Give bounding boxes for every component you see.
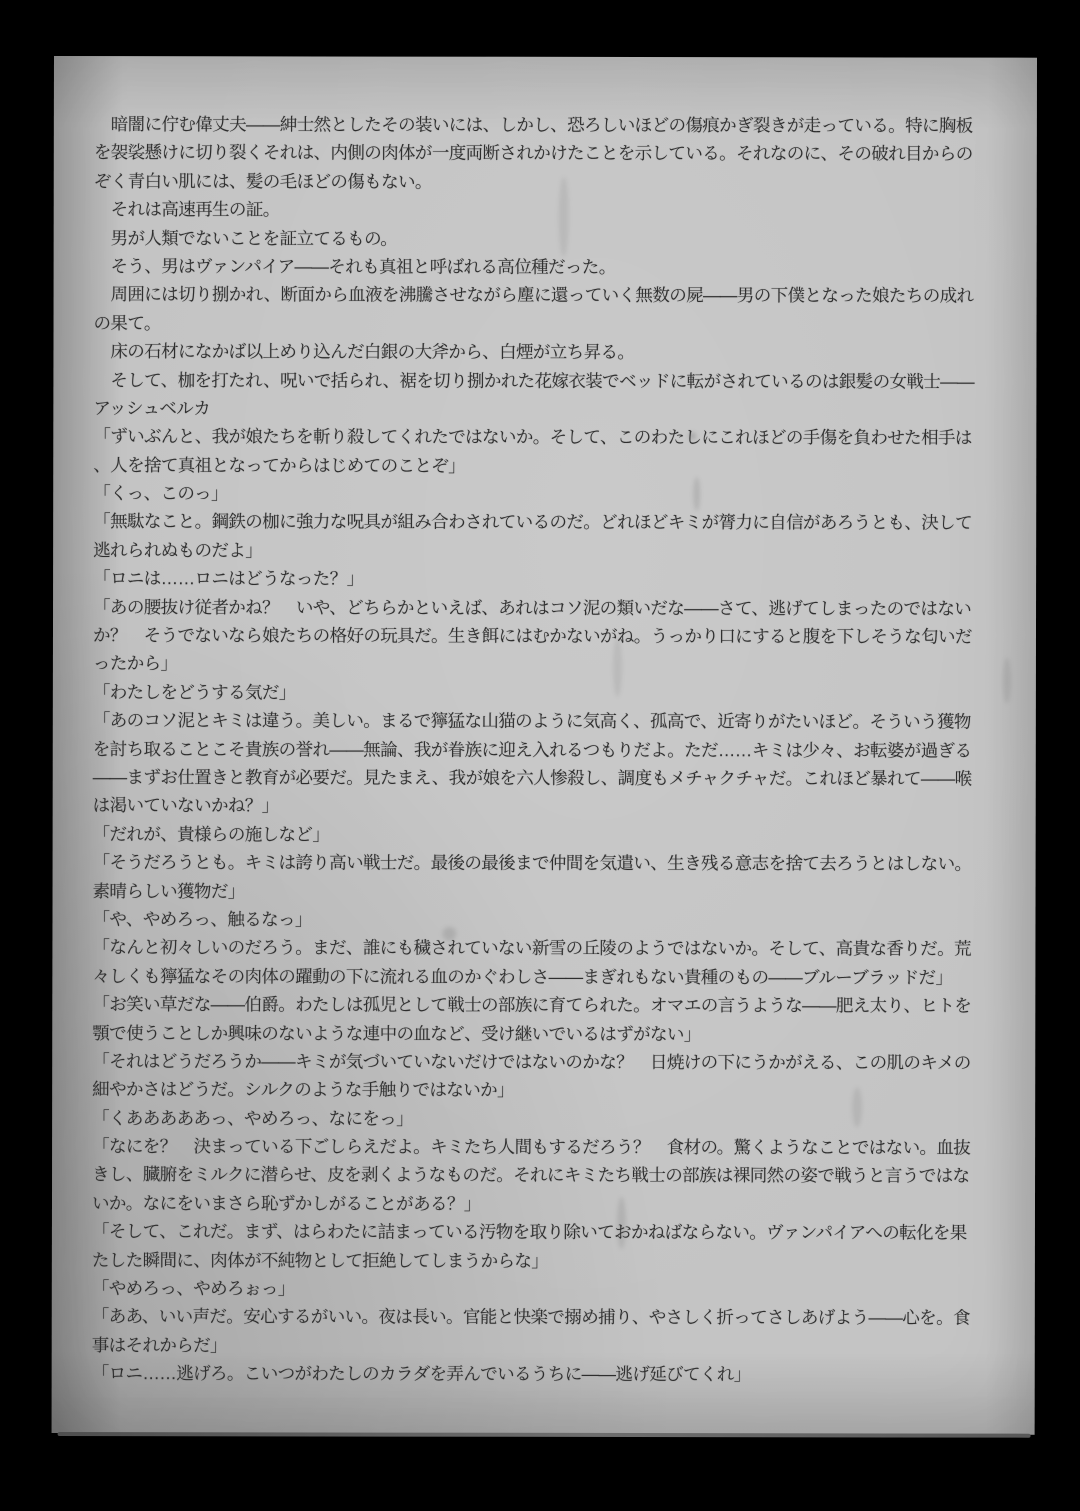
- text-line: それは高速再生の証。: [93, 199, 280, 220]
- text-line: 「無駄なこと。鋼鉄の枷に強力な呪具が組み合わされているのだ。どれほどキミが膂力に自信があろうとも、決して: [93, 511, 973, 534]
- text-line: きし、臓腑をミルクに潜らせ、皮を剥くようなものだ。それにキミたち戦士の部族は裸同然の姿で戦うと言うではな: [92, 1164, 970, 1187]
- text-line: たした瞬間に、肉体が不純物として拒絶してしまうからな」: [91, 1249, 549, 1271]
- text-line: そして、枷を打たれ、呪いで括られ、裾を切り捌かれた花嫁衣装でベッドに転がされているのは銀髪の女戦士――: [93, 369, 974, 392]
- text-line: を討ち取ることこそ貴族の誉れ――無論、我が眷族に迎え入れるつもりだよ。ただ……キミは少々、お転婆が過ぎる: [92, 738, 972, 761]
- text-line: は渇いていないかね？」: [92, 795, 279, 816]
- text-line: 「ずいぶんと、我が娘たちを斬り殺してくれたではないか。そして、このわたしにこれほどの手傷を負わせた相手は: [93, 426, 972, 448]
- text-line: ――まずお仕置きと教育が必要だ。見たまえ、我が娘を六人惨殺し、調度もメチャクチャだ。これほど暴れて――喉: [92, 767, 972, 789]
- paper-bottom-edge: [58, 1432, 1031, 1438]
- text-line: 「お笑い草だな――伯爵。わたしは孤児として戦士の部族に育てられた。オマエの言うような――肥え太り、ヒトを: [92, 994, 972, 1016]
- text-block: [92, 110, 994, 1389]
- text-line: 「や、やめろっ、触るなっ」: [92, 909, 312, 930]
- text-line: 「なんと初々しいのだろう。まだ、誰にも穢されていない新雪の丘陵のようではないか。そして、高貴な香りだ。荒: [92, 937, 971, 959]
- text-line: 「ロニは……ロニはどうなった？」: [93, 568, 364, 589]
- text-line: 男が人類でないことを証立てるもの。: [93, 227, 398, 249]
- text-line: 「それはどうだろうか――キミが気づいていないだけではないのかな？ 日焼けの下にうかがえる、この肌のキメの: [92, 1050, 971, 1073]
- text-line: 事はそれからだ」: [91, 1334, 227, 1356]
- text-line: 「あの腰抜け従者かね？ いや、どちらかといえば、あれはコソ泥の類いだな――さて、逃げてしまったのではない: [93, 596, 972, 619]
- text-line: 「やめろっ、やめろぉっ」: [91, 1278, 295, 1299]
- text-line: の果て。: [93, 312, 161, 333]
- text-line: 素晴らしい獲物だ」: [92, 880, 245, 901]
- text-line: 顎で使うことしか興味のないような連中の血など、受け継いでいるはずがない」: [92, 1022, 701, 1044]
- text-line: 々しくも獰猛なその肉体の躍動の下に流れる血のかぐわしさ――まぎれもない貴種のもの――ブルーブラッドだ」: [92, 965, 953, 988]
- text-line: 「わたしをどうする気だ」: [92, 681, 296, 703]
- text-line: か？ そうでないなら娘たちの格好の玩具だ。生き餌にはむかないがね。うっかり口にすると腹を下しそうな匂いだ: [92, 625, 972, 647]
- text-line: を袈裟懸けに切り裂くそれは、内側の肉体が一度両断されかけたことを示している。それなのに、その破れ目からの: [93, 142, 973, 164]
- text-line: 細やかさはどうだ。シルクのような手触りではないか」: [92, 1079, 514, 1101]
- text-line: 「ああ、いい声だ。安心するがいい。夜は長い。官能と快楽で搦め捕り、やさしく折ってさしあげよう――心を。食: [91, 1306, 970, 1329]
- text-line: 「あのコソ泥とキミは違う。美しい。まるで獰猛な山猫のように気高く、孤高で、近寄りがたいほど。そういう獲物: [92, 710, 971, 732]
- text-line: 「だれが、貴様らの施しなど」: [92, 823, 330, 845]
- text-line: 「そうだろうとも。キミは誇り高い戦士だ。最後の最後まで仲間を気遣い、生き残る意志を捨て去ろうとはしない。: [92, 852, 972, 874]
- paper-stain: [1003, 658, 1011, 704]
- text-line: 逃れられぬものだよ」: [93, 539, 263, 561]
- text-line: 「くあああああっ、やめろっ、なにをっ」: [92, 1107, 414, 1129]
- text-line: 「ロニ……逃げろ。こいつがわたしのカラダを弄んでいるうちに――逃げ延びてくれ」: [91, 1363, 751, 1385]
- text-line: 「くっ、このっ」: [93, 483, 228, 504]
- text-line: 暗闇に佇む偉丈夫――紳士然としたその装いには、しかし、恐ろしいほどの傷痕かぎ裂きが走っている。特に胸板: [93, 114, 973, 136]
- text-line: 「なにを？ 決まっている下ごしらえだよ。キミたち人間もするだろう？ 食材の。驚くようなことではない。血抜: [92, 1136, 971, 1158]
- text-line: ぞく青白い肌には、髪の毛ほどの傷もない。: [93, 170, 432, 192]
- text-line: 、人を捨て真祖となってからはじめてのことぞ」: [93, 454, 466, 476]
- text-line: いか。なにをいまさら恥ずかしがることがある？」: [91, 1192, 481, 1214]
- text-line: そう、男はヴァンパイア――それも真祖と呼ばれる高位種だった。: [93, 256, 616, 277]
- text-line: アッシュベルカ: [93, 397, 211, 419]
- paper-page: [52, 56, 1037, 1435]
- text-line: 床の石材になかば以上めり込んだ白銀の大斧から、白煙が立ち昇る。: [93, 341, 635, 363]
- text-line: 「そして、これだ。まず、はらわたに詰まっている汚物を取り除いておかねばならない。ヴァンパイアへの転化を果: [91, 1221, 967, 1243]
- text-line: 周囲には切り捌かれ、断面から血液を沸騰させながら塵に還っていく無数の屍――男の下僕となった娘たちの成れ: [93, 284, 974, 306]
- text-line: ったから」: [92, 653, 178, 674]
